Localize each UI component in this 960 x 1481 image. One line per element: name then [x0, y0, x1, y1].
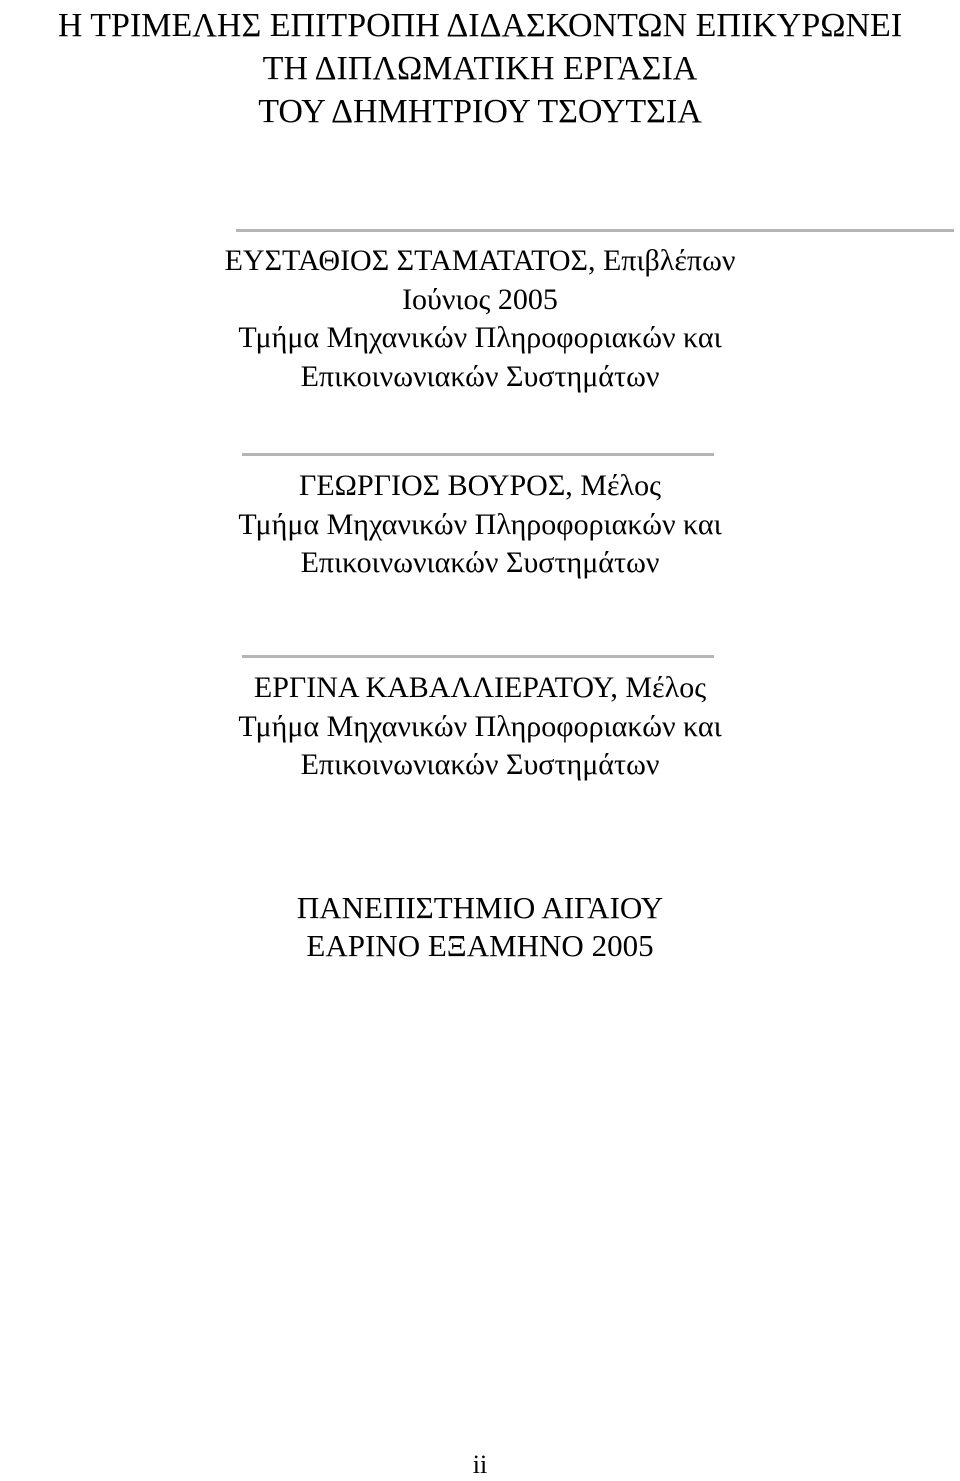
member-2-block	[0, 669, 960, 785]
supervisor-block	[0, 242, 960, 396]
member-1-department-line-2: Επικοινωνιακών Συστημάτων	[300, 546, 660, 579]
approval-statement-line-1: Η ΤΡΙΜΕΛΗΣ ΕΠΙΤΡΟΠΗ ΔΙΔΑΣΚΟΝΤΩΝ ΕΠΙΚΥΡΩΝΕΙ	[57, 7, 903, 44]
supervisor-date: Ιούνιος 2005	[402, 282, 558, 316]
member-2-signature-line	[242, 655, 714, 658]
institution-block	[0, 889, 960, 965]
university-name: ΠΑΝΕΠΙΣΤΗΜΙΟ ΑΙΓΑΙΟΥ	[296, 890, 664, 925]
approval-statement-line-2: ΤΗ ΔΙΠΛΩΜΑΤΙΚΗ ΕΡΓΑΣΙΑ	[262, 50, 698, 87]
semester-label: ΕΑΡΙΝΟ ΕΞΑΜΗΝΟ 2005	[306, 928, 654, 963]
supervisor-name-role: ΕΥΣΤΑΘΙΟΣ ΣΤΑΜΑΤΑΤΟΣ, Επιβλέπων	[224, 244, 736, 277]
member-1-name-role: ΓΕΩΡΓΙΟΣ ΒΟΥΡΟΣ, Μέλος	[299, 469, 661, 502]
member-1-department-line-1: Τμήμα Μηχανικών Πληροφοριακών και	[238, 507, 722, 541]
member-2-name-role: ΕΡΓΙΝΑ ΚΑΒΑΛΛΙΕΡΑΤΟΥ, Μέλος	[253, 671, 707, 704]
supervisor-department-line-1: Τμήμα Μηχανικών Πληροφοριακών και	[238, 321, 722, 354]
member-2-department-line-1: Τμήμα Μηχανικών Πληροφοριακών και	[238, 709, 722, 743]
member-2-department-line-2: Επικοινωνιακών Συστημάτων	[300, 748, 660, 781]
approval-statement-line-3: ΤΟΥ ΔΗΜΗΤΡΙΟΥ ΤΣΟΥΤΣΙΑ	[258, 93, 702, 130]
supervisor-department-line-2: Επικοινωνιακών Συστημάτων	[300, 359, 660, 393]
member-1-block	[0, 467, 960, 583]
member-1-signature-line	[242, 453, 714, 456]
supervisor-signature-line	[236, 229, 954, 232]
page-number: ii	[472, 1450, 488, 1479]
approval-statement	[0, 4, 960, 133]
